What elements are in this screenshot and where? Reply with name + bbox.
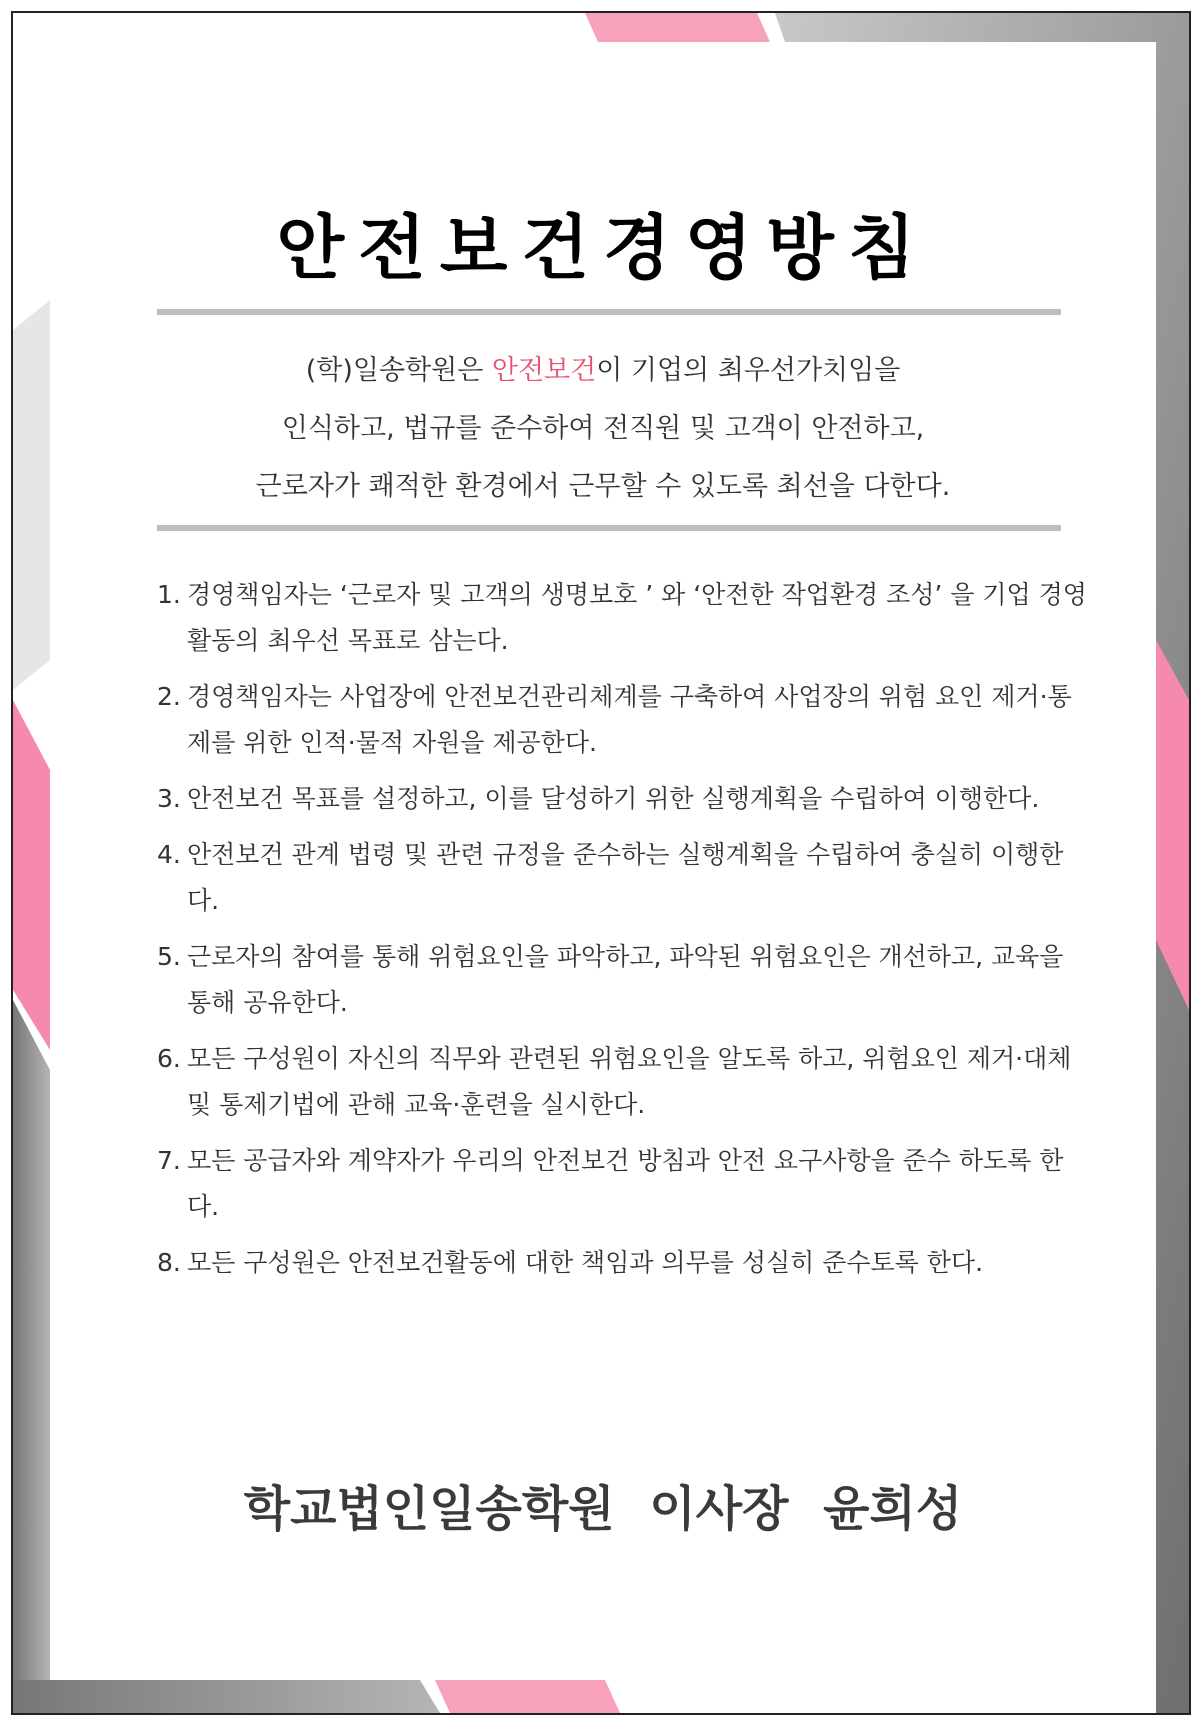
highlight-text: 안전보건 bbox=[491, 355, 597, 386]
item-number: 1. bbox=[157, 580, 181, 609]
list-item bbox=[157, 934, 1087, 1026]
intro-line-3: 근로자가 쾌적한 환경에서 근무할 수 있도록 최선을 다한다. bbox=[255, 471, 951, 502]
list-item bbox=[157, 1240, 1087, 1286]
item-text: 안전보건 목표를 설정하고, 이를 달성하기 위한 실행계획을 수립하여 이행한다. bbox=[187, 784, 1040, 813]
item-number: 2. bbox=[157, 682, 181, 711]
item-text: 모든 구성원은 안전보건활동에 대한 책임과 의무를 성실히 준수토록 한다. bbox=[187, 1248, 984, 1277]
intro-text: (학)일송학원은 bbox=[305, 355, 492, 386]
item-number: 7. bbox=[157, 1146, 181, 1175]
policy-list bbox=[157, 572, 1087, 1296]
item-number: 4. bbox=[157, 840, 181, 869]
intro-line-1 bbox=[50, 342, 1156, 400]
policy-panel bbox=[50, 42, 1156, 1680]
item-text: 모든 공급자와 계약자가 우리의 안전보건 방침과 안전 요구사항을 준수 하도록 한다. bbox=[187, 1146, 1064, 1221]
divider bbox=[157, 309, 1061, 315]
signature: 학교법인일송학원 이사장 윤희성 bbox=[243, 1481, 963, 1537]
item-number: 6. bbox=[157, 1044, 181, 1073]
item-number: 3. bbox=[157, 784, 181, 813]
item-text: 경영책임자는 사업장에 안전보건관리체계를 구축하여 사업장의 위험 요인 제거·통제를 위한 인적·물적 자원을 제공한다. bbox=[187, 682, 1072, 757]
list-item bbox=[157, 776, 1087, 822]
intro-statement bbox=[50, 342, 1156, 516]
list-item bbox=[157, 674, 1087, 766]
page-title: 안전보건경영방침 bbox=[276, 207, 930, 289]
item-number: 5. bbox=[157, 942, 181, 971]
intro-text: 이 기업의 최우선가치임을 bbox=[596, 355, 901, 386]
list-item bbox=[157, 832, 1087, 924]
item-number: 8. bbox=[157, 1248, 181, 1277]
intro-line-2: 인식하고, 법규를 준수하여 전직원 및 고객이 안전하고, bbox=[281, 413, 925, 444]
item-text: 경영책임자는 ‘근로자 및 고객의 생명보호 ’ 와 ‘안전한 작업환경 조성’ 을 기업 경영활동의 최우선 목표로 삼는다. bbox=[187, 580, 1087, 655]
divider bbox=[157, 525, 1061, 531]
item-text: 안전보건 관계 법령 및 관련 규정을 준수하는 실행계획을 수립하여 충실히 이행한다. bbox=[187, 840, 1064, 915]
list-item bbox=[157, 1036, 1087, 1128]
item-text: 모든 구성원이 자신의 직무와 관련된 위험요인을 알도록 하고, 위험요인 제거·대체 및 통제기법에 관해 교육·훈련을 실시한다. bbox=[187, 1044, 1072, 1119]
item-text: 근로자의 참여를 통해 위험요인을 파악하고, 파악된 위험요인은 개선하고, 교육을 통해 공유한다. bbox=[187, 942, 1064, 1017]
list-item bbox=[157, 572, 1087, 664]
list-item bbox=[157, 1138, 1087, 1230]
